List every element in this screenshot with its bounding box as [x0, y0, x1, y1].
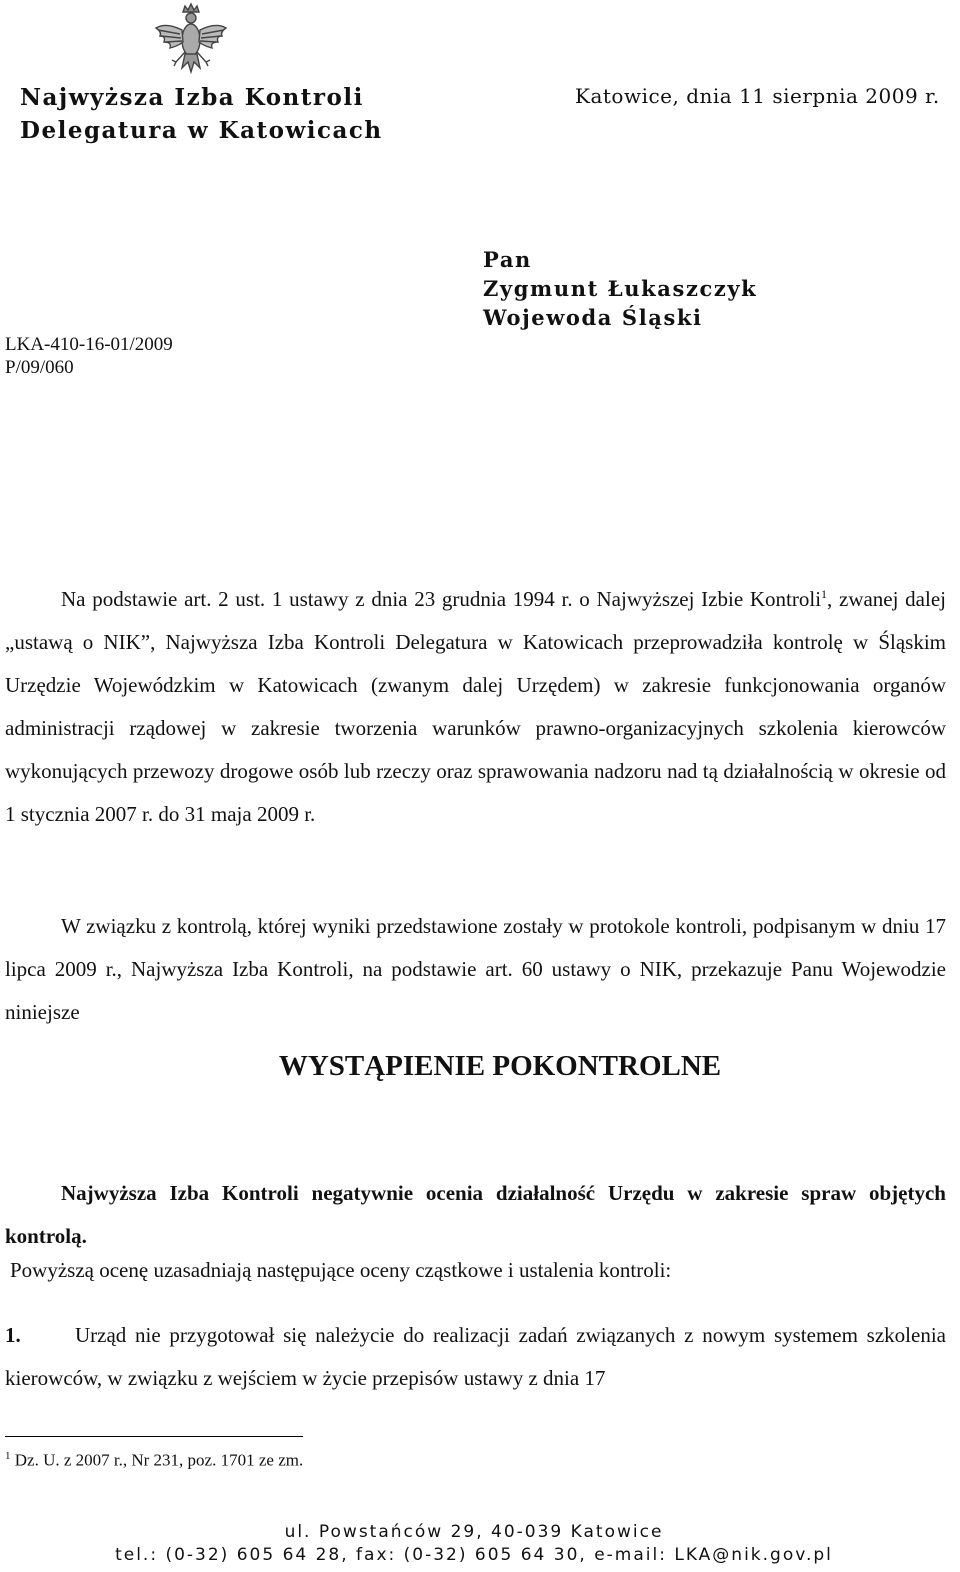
- footnote-divider: [5, 1436, 303, 1437]
- finding-item-1: [5, 1314, 946, 1400]
- addressee-salutation: Pan: [483, 247, 532, 272]
- addressee-name: Zygmunt Łukaszczyk: [483, 276, 758, 301]
- paragraph-intro-part2: , zwanej dalej „ustawą o NIK”, Najwyższa Izba Kontroli Delegatura w Katowicach przeprowadziła kontrolę w Śląskim Urzędzie Wojewódzkim w Katowicach (zwanym dalej Urzędem) w zakresie funkcjonowania organów administracji rządowej w zakresie tworzenia warunków prawno-organizacyjnych szkolenia kierowców wykonujących przewozy drogowe osób lub rzeczy oraz sprawowania nadzoru nad tą działalnością w okresie od 1 stycznia 2007 r. do 31 maja 2009 r.: [5, 587, 946, 826]
- paragraph-intro-part1: Na podstawie art. 2 ust. 1 ustawy z dnia 23 grudnia 1994 r. o Najwyższej Izbie Kontroli: [61, 587, 822, 611]
- paragraph-assessment: [5, 1172, 946, 1258]
- footer-address: ul. Powstańców 29, 40-039 Katowice: [284, 1522, 664, 1542]
- reference-number: LKA-410-16-01/2009: [5, 334, 173, 355]
- paragraph-context: [5, 905, 946, 1034]
- document-heading: WYSTĄPIENIE POKONTROLNE: [278, 1050, 722, 1082]
- paragraph-justification: Powyższą ocenę uzasadniają następujące oceny cząstkowe i ustalenia kontroli:: [10, 1258, 672, 1282]
- footnote: [5, 1450, 303, 1471]
- footnote-mark: 1: [5, 1450, 11, 1462]
- polish-eagle-emblem-icon: [152, 2, 230, 82]
- reference-code: P/09/060: [5, 357, 74, 378]
- paragraph-intro: [5, 578, 946, 836]
- paragraph-assessment-text: Najwyższa Izba Kontroli negatywnie ocenia działalność Urzędu w zakresie spraw objętych kontrolą.: [5, 1181, 946, 1248]
- addressee-title: Wojewoda Śląski: [483, 305, 703, 330]
- finding-text: Urząd nie przygotował się należycie do realizacji zadań związanych z nowym systemem szkolenia kierowców, w związku z wejściem w życie przepisów ustawy z dnia 17: [5, 1323, 946, 1390]
- organization-branch: Delegatura w Katowicach: [20, 117, 383, 144]
- organization-name: Najwyższa Izba Kontroli: [20, 84, 364, 111]
- paragraph-context-text: W związku z kontrolą, której wyniki przedstawione zostały w protokole kontroli, podpisanym w dniu 17 lipca 2009 r., Najwyższa Izba Kontroli, na podstawie art. 60 ustawy o NIK, przekazuje Panu Wojewodzie niniejsze: [5, 914, 946, 1024]
- footnote-text: Dz. U. z 2007 r., Nr 231, poz. 1701 ze zm.: [10, 1450, 304, 1470]
- date-line: Katowice, dnia 11 sierpnia 2009 r.: [575, 84, 940, 108]
- footer-contact: tel.: (0-32) 605 64 28, fax: (0-32) 605 64 30, e-mail: LKA@nik.gov.pl: [115, 1545, 833, 1565]
- finding-number: 1.: [5, 1323, 21, 1347]
- footnote-reference: 1: [821, 587, 828, 601]
